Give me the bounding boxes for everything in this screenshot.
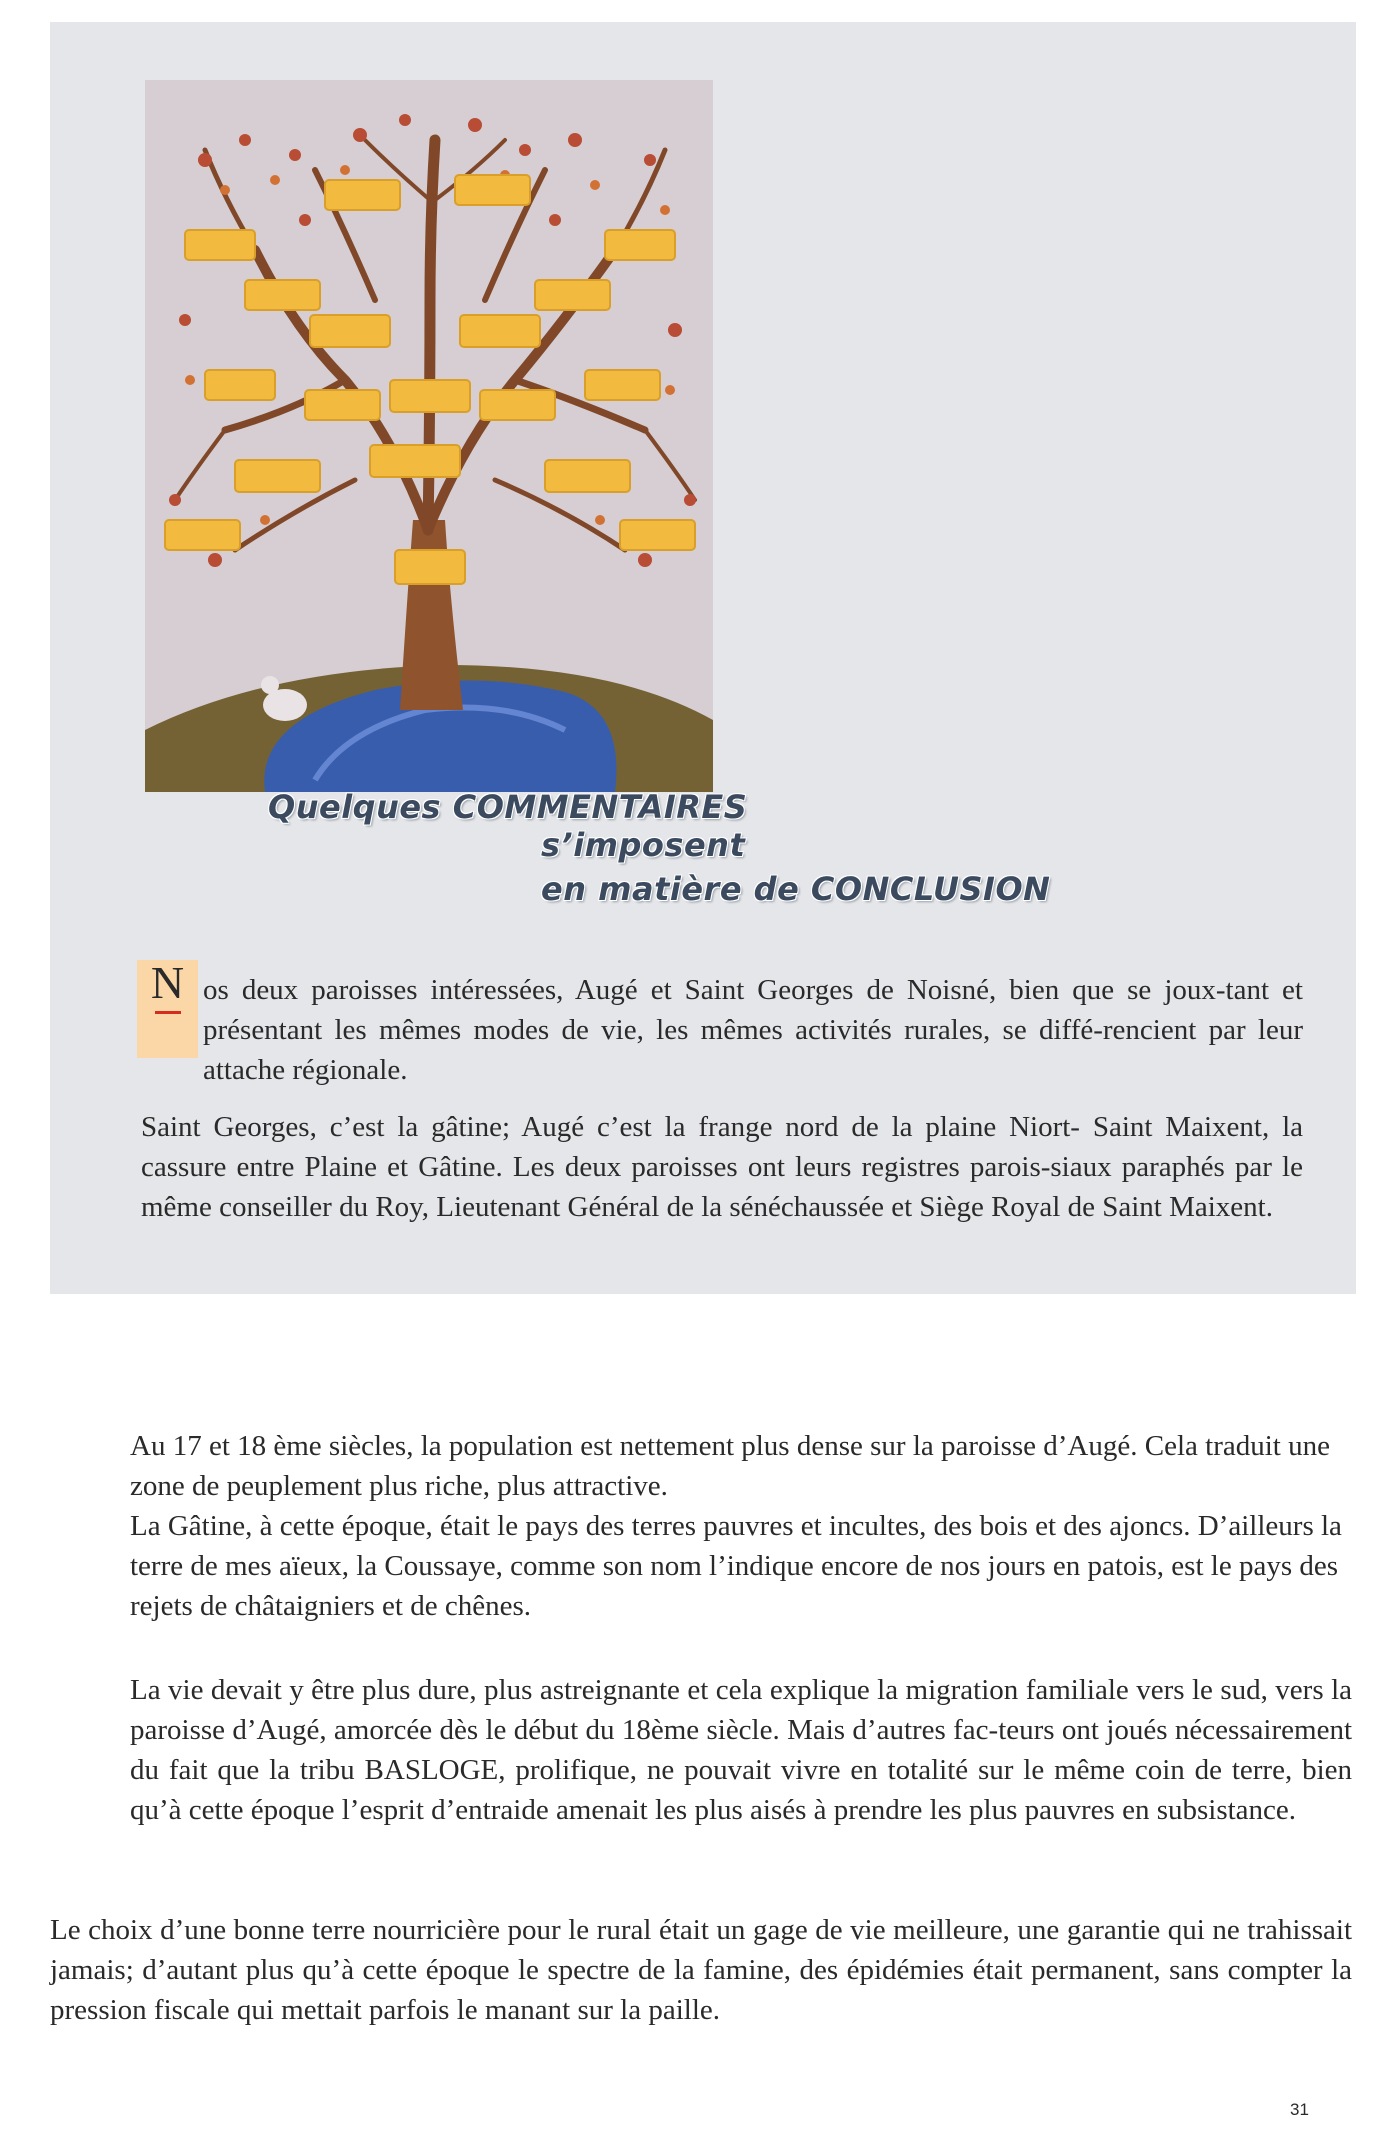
heading-line-1: Quelques COMMENTAIRES [268, 788, 748, 826]
intro-second-paragraph: Saint Georges, c’est la gâtine; Augé c’est la frange nord de la plaine Niort- Saint Maixent, la cassure entre Plaine et Gâtine. Les deux paroisses ont leurs registres parois-siaux paraphés par le même conseiller du Roy, Lieutenant Général de la sénéchaussée et Siège Royal de Saint Maixent. [141, 1111, 1303, 1223]
body-paragraph-2: La vie devait y être plus dure, plus astreignante et cela explique la migration familiale vers le sud, vers la paroisse d’Augé, amorcée dès le début du 18ème siècle. Mais d’autres fac-teurs ont joués nécessairement du fait que la tribu BASLOGE, prolifique, ne pouvait vivre en totalité sur le même coin de terre, bien qu’à cette époque l’esprit d’entraide amenait les plus aisés à prendre les plus pauvres en subsistance. [130, 1674, 1352, 1826]
intro-first-paragraph: os deux paroisses intéressées, Augé et Saint Georges de Noisné, bien que se joux-tant et présentant les mêmes modes de vie, les mêmes activités rurales, se diffé-rencient par leur attache régionale. [203, 974, 1303, 1086]
body-paragraph-1: Au 17 et 18 ème siècles, la population est nettement plus dense sur la paroisse d’Augé. Cela traduit une zone de peuplement plus riche, plus attractive. La Gâtine, à cette époque, était le pays des terres pauvres et incultes, des bois et des ajoncs. D’ailleurs la terre de mes aïeux, la Coussaye, comme son nom l’indique encore de nos jours en patois, est le pays des rejets de châtaigniers et de chênes. [130, 1430, 1342, 1622]
drop-cap [137, 957, 198, 1058]
heading-line-2: s’imposent [541, 826, 746, 864]
page-number: 31 [1290, 2100, 1309, 2119]
heading-line-3: en matière de CONCLUSION [541, 870, 1051, 908]
family-tree-illustration [145, 80, 713, 792]
body-paragraph-3: Le choix d’une bonne terre nourricière pour le rural était un gage de vie meilleure, une garantie qui ne trahissait jamais; d’autant plus qu’à cette époque le spectre de la famine, des épidémies était permanent, sans compter la pression fiscale qui mettait parfois le manant sur la paille. [50, 1914, 1352, 2026]
drop-cap-underline [155, 1011, 181, 1014]
drop-cap-letter: N [150, 957, 185, 1008]
